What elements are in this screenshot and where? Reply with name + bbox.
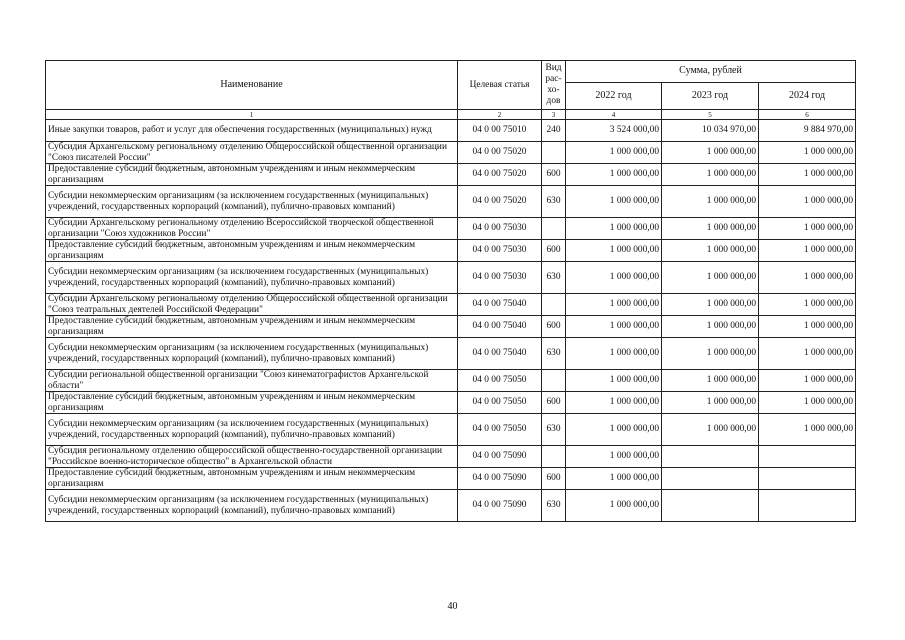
row-sum-2023-cell bbox=[662, 468, 759, 490]
row-name-cell: Предоставление субсидий бюджетным, автономным учреждениям и иным некоммерческим организациям bbox=[46, 468, 458, 490]
row-vid-cell: 600 bbox=[542, 468, 566, 490]
row-sum-2023-cell: 10 034 970,00 bbox=[662, 120, 759, 142]
table-row bbox=[46, 446, 856, 468]
row-name-cell: Субсидии некоммерческим организациям (за исключением государственных (муниципальных) учреждений, государственных корпораций (компаний), публично-правовых компаний) bbox=[46, 186, 458, 218]
row-sum-2023-cell bbox=[662, 490, 759, 522]
row-name-cell: Предоставление субсидий бюджетным, автономным учреждениям и иным некоммерческим организациям bbox=[46, 316, 458, 338]
row-code-cell: 04 0 00 75050 bbox=[458, 392, 542, 414]
row-vid-cell: 630 bbox=[542, 186, 566, 218]
row-sum-2024-cell: 1 000 000,00 bbox=[759, 142, 856, 164]
row-vid-cell bbox=[542, 218, 566, 240]
table-row bbox=[46, 392, 856, 414]
row-sum-2024-cell bbox=[759, 490, 856, 522]
row-code-cell: 04 0 00 75040 bbox=[458, 316, 542, 338]
row-sum-2022-cell: 1 000 000,00 bbox=[566, 392, 662, 414]
row-sum-2022-cell: 1 000 000,00 bbox=[566, 468, 662, 490]
row-name-cell: Субсидии Архангельскому региональному отделению Всероссийской творческой общественной организации "Союз художников России" bbox=[46, 218, 458, 240]
row-sum-2022-cell: 1 000 000,00 bbox=[566, 446, 662, 468]
column-number: 5 bbox=[662, 110, 759, 120]
row-sum-2023-cell: 1 000 000,00 bbox=[662, 414, 759, 446]
row-sum-2022-cell: 1 000 000,00 bbox=[566, 316, 662, 338]
row-sum-2024-cell: 1 000 000,00 bbox=[759, 240, 856, 262]
row-sum-2024-cell: 1 000 000,00 bbox=[759, 294, 856, 316]
table-body bbox=[46, 120, 856, 522]
row-code-cell: 04 0 00 75050 bbox=[458, 370, 542, 392]
row-sum-2022-cell: 1 000 000,00 bbox=[566, 186, 662, 218]
row-sum-2024-cell: 1 000 000,00 bbox=[759, 218, 856, 240]
row-code-cell: 04 0 00 75030 bbox=[458, 240, 542, 262]
table-row bbox=[46, 294, 856, 316]
row-sum-2022-cell: 1 000 000,00 bbox=[566, 164, 662, 186]
row-name-cell: Иные закупки товаров, работ и услуг для обеспечения государственных (муниципальных) нужд bbox=[46, 120, 458, 142]
row-sum-2024-cell: 1 000 000,00 bbox=[759, 316, 856, 338]
row-sum-2022-cell: 1 000 000,00 bbox=[566, 338, 662, 370]
row-sum-2024-cell: 1 000 000,00 bbox=[759, 338, 856, 370]
row-code-cell: 04 0 00 75020 bbox=[458, 164, 542, 186]
row-vid-cell bbox=[542, 294, 566, 316]
table-row bbox=[46, 240, 856, 262]
budget-table bbox=[45, 60, 856, 522]
row-code-cell: 04 0 00 75030 bbox=[458, 262, 542, 294]
row-name-cell: Субсидии региональной общественной организации "Союз кинематографистов Архангельской области" bbox=[46, 370, 458, 392]
table-row bbox=[46, 186, 856, 218]
row-sum-2024-cell: 1 000 000,00 bbox=[759, 392, 856, 414]
row-code-cell: 04 0 00 75050 bbox=[458, 414, 542, 446]
table-row bbox=[46, 120, 856, 142]
row-name-cell: Предоставление субсидий бюджетным, автономным учреждениям и иным некоммерческим организациям bbox=[46, 392, 458, 414]
row-sum-2022-cell: 1 000 000,00 bbox=[566, 240, 662, 262]
row-code-cell: 04 0 00 75090 bbox=[458, 446, 542, 468]
table-row bbox=[46, 338, 856, 370]
row-sum-2024-cell bbox=[759, 468, 856, 490]
row-vid-cell bbox=[542, 446, 566, 468]
row-sum-2023-cell: 1 000 000,00 bbox=[662, 142, 759, 164]
header-sum: Сумма, рублей bbox=[566, 61, 856, 83]
header-year-2022: 2022 год bbox=[566, 83, 662, 110]
row-vid-cell: 600 bbox=[542, 316, 566, 338]
row-name-cell: Субсидия Архангельскому региональному отделению Общероссийской общественной организации "Союз писателей России" bbox=[46, 142, 458, 164]
row-name-cell: Предоставление субсидий бюджетным, автономным учреждениям и иным некоммерческим организациям bbox=[46, 240, 458, 262]
table-row bbox=[46, 262, 856, 294]
row-code-cell: 04 0 00 75040 bbox=[458, 338, 542, 370]
header-year-2024: 2024 год bbox=[759, 83, 856, 110]
row-vid-cell: 630 bbox=[542, 414, 566, 446]
row-vid-cell: 600 bbox=[542, 392, 566, 414]
column-number: 3 bbox=[542, 110, 566, 120]
table-row bbox=[46, 316, 856, 338]
table-row bbox=[46, 490, 856, 522]
column-number-row bbox=[46, 110, 856, 120]
table-row bbox=[46, 370, 856, 392]
table-row bbox=[46, 142, 856, 164]
table-row bbox=[46, 218, 856, 240]
row-sum-2024-cell bbox=[759, 446, 856, 468]
row-sum-2023-cell: 1 000 000,00 bbox=[662, 392, 759, 414]
row-sum-2022-cell: 1 000 000,00 bbox=[566, 414, 662, 446]
row-sum-2023-cell: 1 000 000,00 bbox=[662, 370, 759, 392]
row-sum-2024-cell: 1 000 000,00 bbox=[759, 186, 856, 218]
row-code-cell: 04 0 00 75090 bbox=[458, 490, 542, 522]
row-vid-cell: 630 bbox=[542, 262, 566, 294]
row-vid-cell: 600 bbox=[542, 164, 566, 186]
row-sum-2023-cell: 1 000 000,00 bbox=[662, 186, 759, 218]
row-sum-2023-cell: 1 000 000,00 bbox=[662, 338, 759, 370]
row-vid-cell: 600 bbox=[542, 240, 566, 262]
row-sum-2023-cell: 1 000 000,00 bbox=[662, 294, 759, 316]
row-sum-2022-cell: 1 000 000,00 bbox=[566, 490, 662, 522]
column-number: 1 bbox=[46, 110, 458, 120]
column-number: 2 bbox=[458, 110, 542, 120]
column-number: 6 bbox=[759, 110, 856, 120]
row-code-cell: 04 0 00 75030 bbox=[458, 218, 542, 240]
header-year-2023: 2023 год bbox=[662, 83, 759, 110]
row-sum-2024-cell: 1 000 000,00 bbox=[759, 370, 856, 392]
row-vid-cell: 240 bbox=[542, 120, 566, 142]
row-name-cell: Субсидии Архангельскому региональному отделению Общероссийской общественной организации "Союз театральных деятелей Российской Федерации" bbox=[46, 294, 458, 316]
table-row bbox=[46, 468, 856, 490]
row-sum-2024-cell: 1 000 000,00 bbox=[759, 262, 856, 294]
row-sum-2022-cell: 1 000 000,00 bbox=[566, 142, 662, 164]
table-row bbox=[46, 164, 856, 186]
row-name-cell: Субсидии некоммерческим организациям (за исключением государственных (муниципальных) учреждений, государственных корпораций (компаний), публично-правовых компаний) bbox=[46, 490, 458, 522]
row-vid-cell: 630 bbox=[542, 490, 566, 522]
row-sum-2022-cell: 1 000 000,00 bbox=[566, 218, 662, 240]
row-code-cell: 04 0 00 75020 bbox=[458, 142, 542, 164]
row-sum-2022-cell: 1 000 000,00 bbox=[566, 262, 662, 294]
row-name-cell: Субсидии некоммерческим организациям (за исключением государственных (муниципальных) учреждений, государственных корпораций (компаний), публично-правовых компаний) bbox=[46, 262, 458, 294]
page-number: 40 bbox=[447, 601, 458, 612]
table-row bbox=[46, 414, 856, 446]
row-sum-2024-cell: 1 000 000,00 bbox=[759, 414, 856, 446]
row-sum-2024-cell: 9 884 970,00 bbox=[759, 120, 856, 142]
row-sum-2022-cell: 1 000 000,00 bbox=[566, 370, 662, 392]
row-code-cell: 04 0 00 75040 bbox=[458, 294, 542, 316]
row-vid-cell bbox=[542, 370, 566, 392]
row-sum-2023-cell: 1 000 000,00 bbox=[662, 240, 759, 262]
row-code-cell: 04 0 00 75020 bbox=[458, 186, 542, 218]
row-sum-2023-cell: 1 000 000,00 bbox=[662, 262, 759, 294]
table-header bbox=[46, 61, 856, 120]
header-code: Целевая статья bbox=[458, 61, 542, 110]
row-name-cell: Предоставление субсидий бюджетным, автономным учреждениям и иным некоммерческим организациям bbox=[46, 164, 458, 186]
row-sum-2023-cell bbox=[662, 446, 759, 468]
row-name-cell: Субсидия региональному отделению общероссийской общественно-государственной организации "Российское военно-историческое общество" в Архангельской области bbox=[46, 446, 458, 468]
row-vid-cell: 630 bbox=[542, 338, 566, 370]
row-code-cell: 04 0 00 75090 bbox=[458, 468, 542, 490]
row-sum-2022-cell: 1 000 000,00 bbox=[566, 294, 662, 316]
row-name-cell: Субсидии некоммерческим организациям (за исключением государственных (муниципальных) учреждений, государственных корпораций (компаний), публично-правовых компаний) bbox=[46, 414, 458, 446]
header-name: Наименование bbox=[46, 61, 458, 110]
row-vid-cell bbox=[542, 142, 566, 164]
row-name-cell: Субсидии некоммерческим организациям (за исключением государственных (муниципальных) учреждений, государственных корпораций (компаний), публично-правовых компаний) bbox=[46, 338, 458, 370]
row-sum-2022-cell: 3 524 000,00 bbox=[566, 120, 662, 142]
row-sum-2023-cell: 1 000 000,00 bbox=[662, 316, 759, 338]
row-sum-2024-cell: 1 000 000,00 bbox=[759, 164, 856, 186]
row-sum-2023-cell: 1 000 000,00 bbox=[662, 164, 759, 186]
column-number: 4 bbox=[566, 110, 662, 120]
row-code-cell: 04 0 00 75010 bbox=[458, 120, 542, 142]
row-sum-2023-cell: 1 000 000,00 bbox=[662, 218, 759, 240]
header-vid: Вид рас-хо-дов bbox=[542, 61, 566, 110]
